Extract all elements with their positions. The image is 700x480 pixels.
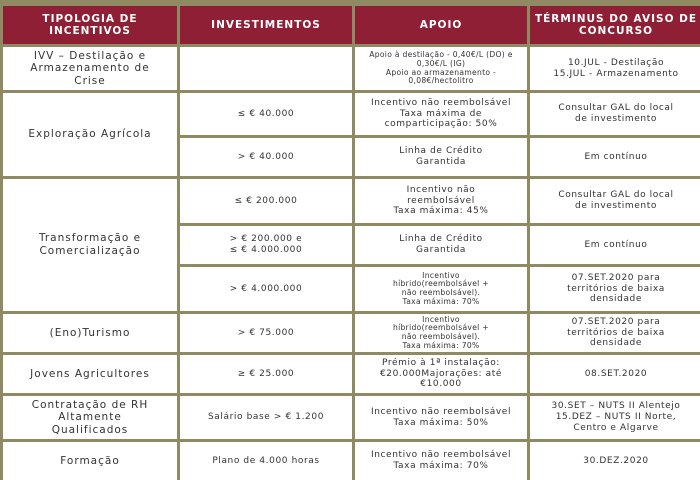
row-formacao-termo: 30.DEZ.2020 (530, 442, 700, 480)
row-rh-investimento: Salário base > € 1.200 (180, 396, 352, 439)
row-exploracao-b-apoio: Linha de Crédito Garantida (355, 138, 527, 176)
incentives-table (3, 6, 700, 480)
row-jovens-investimento: ≥ € 25.000 (180, 355, 352, 393)
row-exploracao-label: Exploração Agrícola (3, 93, 177, 176)
header-terminus: TÉRMINUS DO AVISO DE CONCURSO (530, 6, 700, 44)
row-transformacao-a-termo: Consultar GAL do local de investimento (530, 179, 700, 223)
row-jovens-label: Jovens Agricultores (3, 355, 177, 393)
row-formacao-investimento: Plano de 4.000 horas (180, 442, 352, 480)
header-tipologia: TIPOLOGIA DE INCENTIVOS (3, 6, 177, 44)
row-transformacao-c-termo: 07.SET.2020 para territórios de baixa densidade (530, 267, 700, 311)
row-jovens-apoio: Prémio à 1ª instalação: €20.000Majorações: até €10.000 (355, 355, 527, 393)
header-investimentos: INVESTIMENTOS (180, 6, 352, 44)
row-enoturismo-termo: 07.SET.2020 para territórios de baixa densidade (530, 314, 700, 352)
row-ivv-apoio: Apoio à destilação - 0,40€/L (DO) e 0,30€/L (IG) Apoio ao armazenamento - 0,08€/hectolitro (355, 47, 527, 90)
row-exploracao-a-apoio: Incentivo não reembolsável Taxa máxima de comparticipação: 50% (355, 93, 527, 135)
row-rh-termo: 30.SET – NUTS II Alentejo 15.DEZ – NUTS II Norte, Centro e Algarve (530, 396, 700, 439)
row-exploracao-a-investimento: ≤ € 40.000 (180, 93, 352, 135)
row-transformacao-a-apoio: Incentivo não reembolsável Taxa máxima: 45% (355, 179, 527, 223)
row-enoturismo-apoio: Incentivo híbrido(reembolsável + não reembolsável). Taxa máxima: 70% (355, 314, 527, 352)
row-transformacao-b-investimento: > € 200.000 e ≤ € 4.000.000 (180, 226, 352, 264)
row-exploracao-b-investimento: > € 40.000 (180, 138, 352, 176)
row-transformacao-b-termo: Em contínuo (530, 226, 700, 264)
row-ivv-label: IVV – Destilação e Armazenamento de Crise (3, 47, 177, 90)
row-ivv-termo: 10.JUL - Destilação 15.JUL - Armazenamento (530, 47, 700, 90)
row-exploracao-b-termo: Em contínuo (530, 138, 700, 176)
row-formacao-apoio: Incentivo não reembolsável Taxa máxima: 70% (355, 442, 527, 480)
row-transformacao-c-investimento: > € 4.000.000 (180, 267, 352, 311)
row-ivv-investimento (180, 47, 352, 90)
row-exploracao-a-termo: Consultar GAL do local de investimento (530, 93, 700, 135)
row-transformacao-label: Transformação e Comercialização (3, 179, 177, 311)
row-rh-label: Contratação de RH Altamente Qualificados (3, 396, 177, 439)
row-enoturismo-investimento: > € 75.000 (180, 314, 352, 352)
row-formacao-label: Formação (3, 442, 177, 480)
row-jovens-termo: 08.SET.2020 (530, 355, 700, 393)
row-transformacao-b-apoio: Linha de Crédito Garantida (355, 226, 527, 264)
header-apoio: APOIO (355, 6, 527, 44)
row-rh-apoio: Incentivo não reembolsável Taxa máxima: 50% (355, 396, 527, 439)
row-transformacao-c-apoio: Incentivo híbrido(reembolsável + não reembolsável). Taxa máxima: 70% (355, 267, 527, 311)
row-enoturismo-label: (Eno)Turismo (3, 314, 177, 352)
row-transformacao-a-investimento: ≤ € 200.000 (180, 179, 352, 223)
